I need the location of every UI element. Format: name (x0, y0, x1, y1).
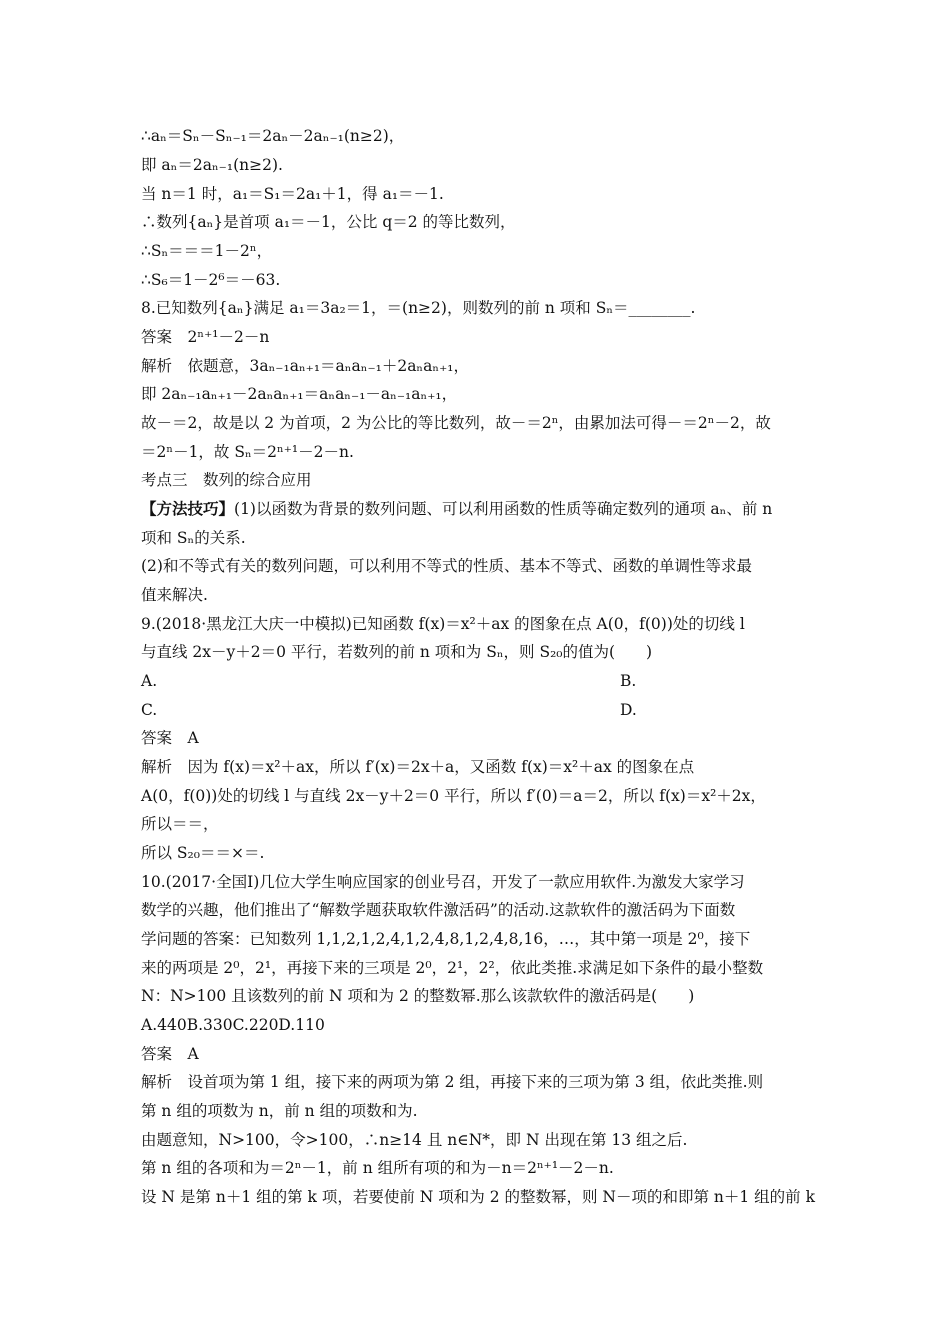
text-line: 即 2aₙ₋₁aₙ₊₁－2aₙaₙ₊₁＝aₙaₙ₋₁－aₙ₋₁aₙ₊₁， (141, 385, 458, 403)
method-tip-line (141, 499, 821, 519)
text-line: 第 n 组的各项和为＝2ⁿ－1，前 n 组所有项的和为－n＝2ⁿ⁺¹－2－n. (141, 1159, 614, 1177)
text-line: 故－＝2，故是以 2 为首项，2 为公比的等比数列，故－＝2ⁿ，由累加法可得－＝2ⁿ－2，故 (141, 414, 771, 432)
text-line: ∴Sₙ＝＝＝1－2ⁿ， (141, 242, 273, 260)
text-line: 值来解决. (141, 586, 208, 604)
text-line: 即 aₙ＝2aₙ₋₁(n≥2). (141, 156, 283, 174)
section-heading: 考点三 数列的综合应用 (141, 471, 312, 489)
answer-label: 答案 A (141, 729, 199, 747)
answer-label: 答案 2ⁿ⁺¹－2－n (141, 328, 270, 346)
text-line: 第 n 组的项数为 n，前 n 组的项数和为. (141, 1102, 418, 1120)
text-line: 由题意知，N>100，令>100，∴n≥14 且 n∈N*，即 N 出现在第 13 组之后. (141, 1131, 688, 1149)
question-10: 10.(2017·全国Ⅰ)几位大学生响应国家的创业号召，开发了一款应用软件.为激发大家学习 (141, 873, 745, 891)
text-line: ∴数列{aₙ}是首项 a₁＝－1，公比 q＝2 的等比数列， (141, 213, 516, 231)
question-9: 9.(2018·黑龙江大庆一中模拟)已知函数 f(x)＝x²＋ax 的图象在点 A(0，f(0))处的切线 l (141, 615, 745, 633)
option-b: B. (620, 672, 637, 690)
option-c: C. (141, 701, 158, 719)
method-text: (1)以函数为背景的数列问题、可以利用函数的性质等确定数列的通项 aₙ、前 n (234, 500, 773, 518)
text-line: 所以 S₂₀＝＝×＝. (141, 844, 265, 862)
text-line: ∴aₙ＝Sₙ－Sₙ₋₁＝2aₙ－2aₙ₋₁(n≥2)， (141, 127, 405, 145)
analysis-line: 解析 因为 f(x)＝x²＋ax，所以 f′(x)＝2x＋a，又函数 f(x)＝x²＋ax 的图象在点 (141, 758, 695, 776)
text-line: 所以＝＝， (141, 815, 219, 833)
text-line: ＝2ⁿ－1，故 Sₙ＝2ⁿ⁺¹－2－n. (141, 443, 354, 461)
text-line: ∴S₆＝1－2⁶＝－63. (141, 271, 281, 289)
analysis-line: 解析 依题意，3aₙ₋₁aₙ₊₁＝aₙaₙ₋₁＋2aₙaₙ₊₁， (141, 357, 469, 375)
option-a: A. (141, 672, 158, 690)
option-row (141, 700, 821, 720)
analysis-line: 解析 设首项为第 1 组，接下来的两项为第 2 组，再接下来的三项为第 3 组，依此类推.则 (141, 1073, 764, 1091)
text-line: 来的两项是 2⁰，2¹，再接下来的三项是 2⁰，2¹，2²，依此类推.求满足如下条件的最小整数 (141, 959, 764, 977)
options-line: A.440B.330C.220D.110 (141, 1016, 325, 1034)
option-row (141, 671, 821, 691)
text-line: N：N>100 且该数列的前 N 项和为 2 的整数幂.那么该款软件的激活码是( ) (141, 987, 695, 1005)
text-line: 学问题的答案：已知数列 1,1,2,1,2,4,1,2,4,8,1,2,4,8,16，…，其中第一项是 2⁰，接下 (141, 930, 751, 948)
text-line: A(0，f(0))处的切线 l 与直线 2x－y＋2＝0 平行，所以 f′(0)＝a＝2，所以 f(x)＝x²＋2x， (141, 787, 766, 805)
option-d: D. (620, 701, 637, 719)
answer-label: 答案 A (141, 1045, 199, 1063)
text-line: 当 n＝1 时，a₁＝S₁＝2a₁＋1，得 a₁＝－1. (141, 185, 444, 203)
question-8: 8.已知数列{aₙ}满足 a₁＝3a₂＝1，＝(n≥2)，则数列的前 n 项和 Sₙ＝________. (141, 299, 696, 317)
method-tag: 【方法技巧】 (141, 499, 235, 518)
text-line: 与直线 2x－y＋2＝0 平行，若数列的前 n 项和为 Sₙ，则 S₂₀的值为( ) (141, 643, 653, 661)
text-line: 设 N 是第 n＋1 组的第 k 项，若要使前 N 项和为 2 的整数幂，则 N－项的和即第 n＋1 组的前 k (141, 1188, 816, 1206)
text-line: (2)和不等式有关的数列问题，可以利用不等式的性质、基本不等式、函数的单调性等求最 (141, 557, 752, 575)
text-line: 项和 Sₙ的关系. (141, 529, 246, 547)
text-line: 数学的兴趣，他们推出了“解数学题获取软件激活码”的活动.这款软件的激活码为下面数 (141, 901, 736, 919)
